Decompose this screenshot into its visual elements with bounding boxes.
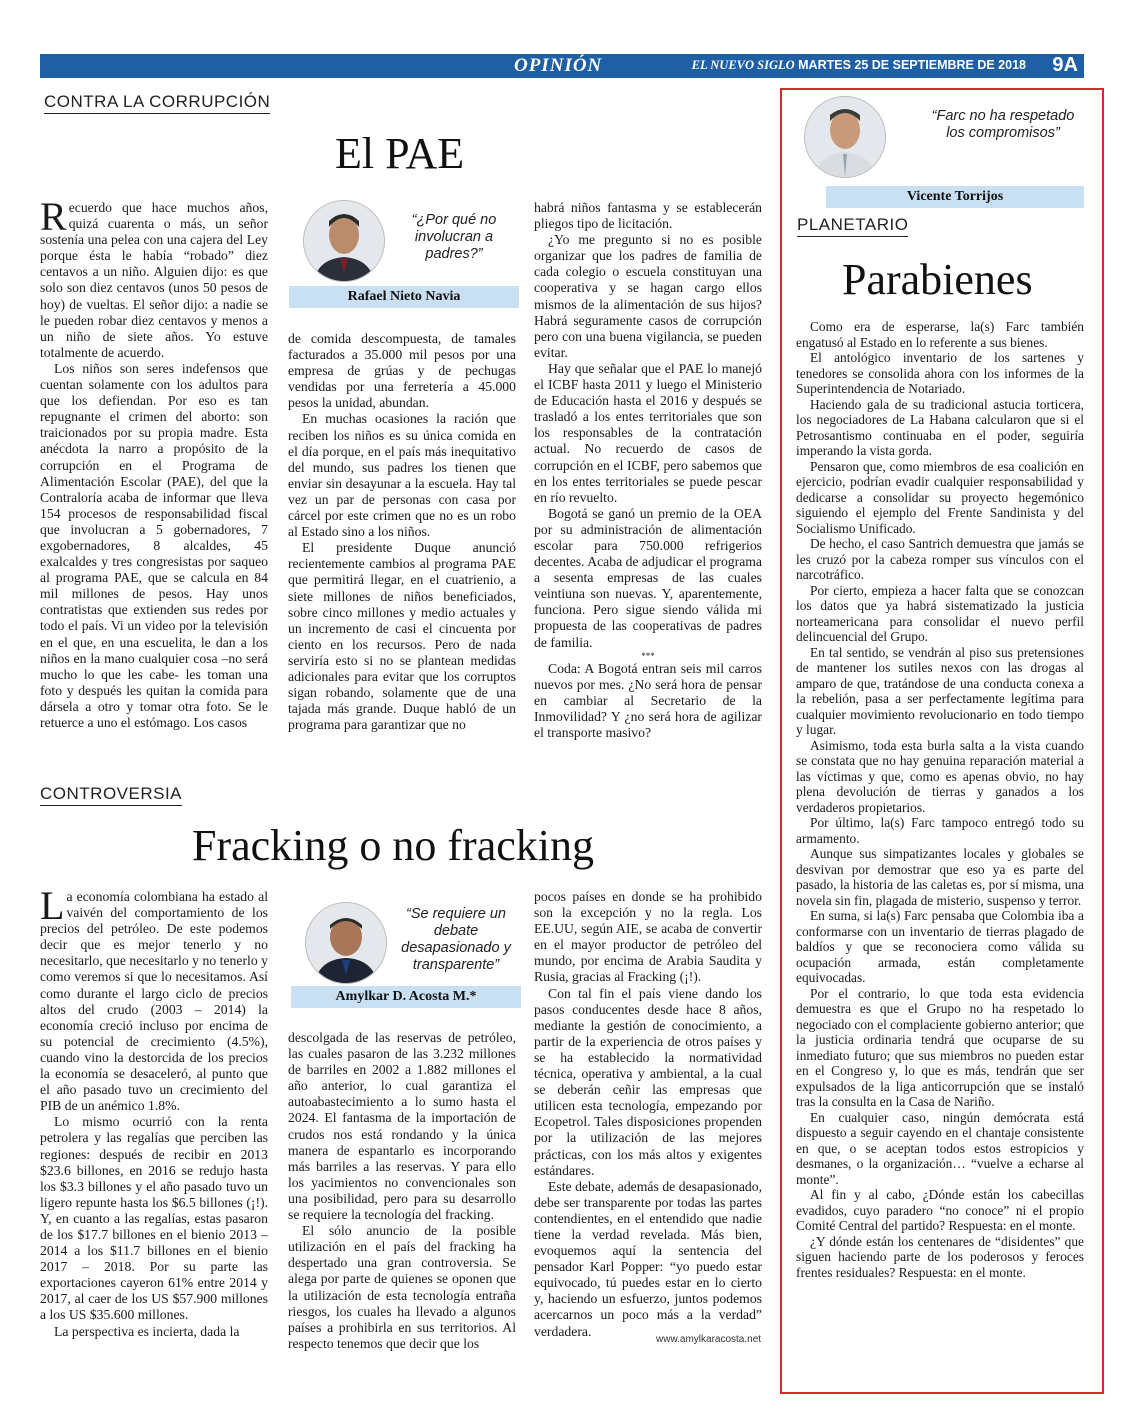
section-header-bar	[40, 54, 1084, 78]
article2-paragraph: pocos países en donde se ha prohibido son la excepción y no la regla. Los EE.UU, según AIE, se acaba de convertir en el mayor productor de petróleo del mundo, por encima de Arabia Saudita y Rusia, gracias al Fracking (¡!).	[534, 889, 762, 985]
article2-paragraph: Este debate, además de desapasionado, debe ser transparente por todas las partes contendientes, en el entendido que nadie tiene la verdad revelada. Más bien, evoquemos aquí la sentencia del pensador Karl Popper: “yo puedo estar equivocado, tú puedes estar en lo cierto y, haciendo un esfuerzo, juntos podemos acercarnos un poco más a la verdad” verdadera.	[534, 1178, 762, 1339]
article1-paragraph: Hay que señalar que el PAE lo manejó el ICBF hasta 2011 y luego el Ministerio de Educación hasta el 2016 y después se trasladó a los entes territoriales que son los responsables de la contratación actual. No recuerdo de casos de corrupción en el ICBF, pero sabemos que en los entes territoriales se puede pescar en río revuelto.	[534, 360, 762, 505]
author-portrait-icon	[306, 903, 386, 983]
article1-kicker: CONTRA LA CORRUPCIÓN	[44, 92, 270, 114]
article1-pull-quote: “¿Por qué no involucran a padres?”	[411, 212, 497, 262]
author-photo	[303, 200, 385, 282]
article3-paragraph: Pensaron que, como miembros de esa coalición en ejercicio, podrían evadir cualquier responsabilidad y dedicarse a consolidar su proyecto hegemónico siguiendo el ejemplo del Frente Sandinista y del Socialismo Unificado.	[796, 458, 1084, 536]
edition-date	[692, 58, 1026, 73]
article1-paragraph: Coda: A Bogotá entran seis mil carros nuevos por mes. ¿No será hora de pensar en cambiar al Secretario de la Inmovilidad? Y ¿no será hora de agilizar el transporte masivo?	[534, 660, 762, 740]
author-portrait-icon	[304, 201, 384, 281]
article3-paragraph: De hecho, el caso Santrich demuestra que jamás se les cruzó por la cabeza romper sus vínculos con el narcotráfico.	[796, 536, 1084, 582]
article3-author-name: Vicente Torrijos	[826, 186, 1084, 208]
article2-column-2	[288, 1030, 516, 1352]
article2-kicker: CONTROVERSIA	[40, 784, 182, 806]
article2-paragraph: El sólo anuncio de la posible utilización en el país del fracking ha despertado una gran controversia. Se alega por parte de quienes se oponen que la utilización de esta tecnología entraña riesgos, los cuales ha llevado a algunos países a prohibirla en sus territorios. Al respecto tenemos que decir que los	[288, 1223, 516, 1351]
article2-paragraph: Lo mismo ocurrió con la renta petrolera y las regalías que perciben las regiones: después de recibir en 2013 $23.6 billones, en 2016 se redujo hasta los $3.3 billones y el año pasado tuvo un ligero repunte hasta los $6.5 billones (¡!). Y, en cuanto a las regalías, estas pasaron de los $17.7 billones en el bienio 2013 – 2014 a los $11.7 billones en el bienio 2017 – 2018. Por su parte las exportaciones cayeron 61% entre 2014 y 2017, al caer de los US $57.900 millones a los US $35.600 millones.	[40, 1114, 268, 1323]
article1-paragraph: Bogotá se ganó un premio de la OEA por su administración de alimentación escolar para 750.000 refrigerios decentes. Acaba de adjudicar el programa a sesenta empresas de las cuales veintiuna son nuevas. Y, aparentemente, funciona. Pero sigue siendo válida mi propuesta de las cooperativas de padres de familia.	[534, 505, 763, 650]
article1-paragraph: ¿Yo me pregunto si no es posible organizar que los padres de familia de cada colegio o escuela constituyan una cooperativa y se hagan cargo ellos mismos de la alimentación de sus hijos? Habrá seguramente casos de corrupción pero con una buena vigilancia, se pueden evitar.	[534, 232, 762, 360]
article1-column-3	[534, 200, 762, 741]
article3-paragraph: Por cierto, empieza a hacer falta que se conozcan los datos que ya habrá sistematizado la justicia norteamericana para consolidar el nuevo perfil delincuencial del Grupo.	[796, 582, 1084, 644]
article2-paragraph: a economía colombiana ha estado al vaivén del comportamiento de los precios del petróleo. De este podemos decir que es mejor tenerlo y no necesitarlo, que necesitarlo y no tenerlo y como veremos si que lo necesitamos. Así como durante el largo ciclo de precios altos del crudo (2003 – 2014) la economía creció incluso por encima de su potencial de crecimiento (4.5%), cuando vino la destorcida de los precios la economía se desaceleró, al punto que el año pasado tuvo un crecimiento del PIB de un anémico 1.8%.	[40, 889, 268, 1114]
article3-paragraph: Como era de esperarse, la(s) Farc también engatusó al Estado en lo referente a sus bienes.	[796, 319, 1084, 350]
article3-paragraph: El antológico inventario de los sartenes y tenedores se consolida ahora con los informes de la Superintendencia de Notariado.	[796, 350, 1084, 396]
article3-author-box	[798, 94, 1084, 208]
article2-dropcap: L	[40, 883, 65, 928]
article3-paragraph: Por último, la(s) Farc tampoco entregó todo su armamento.	[796, 815, 1084, 846]
article1-paragraph: de comida descompuesta, de tamales facturados a 35.000 mil pesos por una empresa de grúas y de pechugas vendidas por una ferretería a 45.000 pesos la unidad, abundan.	[288, 331, 516, 411]
article1-paragraph: En muchas ocasiones la ración que reciben los niños es su única comida en el día porque, en el país más inequitativo del mundo, sus padres los tienen que enviar sin desayunar a la escuela. Hay tal vez un par de personas con casa por cárcel por este crimen que no es un robo al Estado sino a los niños.	[288, 411, 516, 540]
author-photo	[305, 902, 387, 984]
article2-author-box	[291, 898, 521, 1010]
article3-paragraph: En tal sentido, se vendrán al piso sus pretensiones de mantener los sutiles nexos con las drogas al amparo de que, tratándose de una conducta conexa a la rebelión, pasa a ser perfectamente legítima para cualquier movimiento revolucionario en todo tiempo y lugar.	[796, 644, 1084, 737]
article1-separator: ***	[641, 650, 655, 661]
article1-paragraph: ecuerdo que hace muchos años, quizá cuarenta o más, un señor sostenía una pelea con una cajera del Ley porque ésta le había “robado” diez centavos a un niño. Alguien dijo: es que solo son diez centavos (unos 50 pesos de hoy) de vueltas. El señor dijo: a nadie se le pueden robar diez centavos y menos a un niño de siete años. Yo estuve totalmente de acuerdo.	[40, 200, 268, 360]
author-website: www.amylkaracosta.net	[656, 1334, 762, 1345]
article2-paragraph: descolgada de las reservas de petróleo, las cuales pasaron de las 3.232 millones de barriles en 2002 a 1.882 millones el año anterior, lo cual garantiza el autoabastecimiento a lo sumo hasta el 2024. El fantasma de la importación de crudos nos está rondando y la única manera de espantarlo es incorporando más barriles a las reservas. Y para ello los yacimientos no convencionales son una posibilidad, pero para su desarrollo se requiere la tecnología del fracking.	[288, 1030, 516, 1223]
paper-name: EL NUEVO SIGLO	[691, 58, 795, 72]
article3-paragraph: Aunque sus simpatizantes locales y globales se desvivan por demostrar que eso ya es parte del pasado, la historia de las caletas es, por sí misma, una novela sin fin, plagada de misterio, suspenso y terror.	[796, 846, 1084, 908]
article1-author-box	[289, 194, 519, 310]
article3-paragraph: Asimismo, toda esta burla salta a la vista cuando se constata que no hay genuina reparación material a las víctimas y que, como es apenas obvio, no hay plena devolución de tierras y ganados a los verdaderos propietarios.	[796, 737, 1084, 815]
article3-pull-quote: “Farc no ha respetado los compromisos”	[931, 108, 1075, 141]
section-name: OPINIÓN	[514, 55, 603, 76]
article2-column-1	[40, 883, 268, 1340]
article2-column-3	[534, 889, 762, 1340]
article1-title: El PAE	[335, 129, 465, 178]
article1-paragraph: habrá niños fantasma y se establecerán pliegos tipo de licitación.	[534, 200, 762, 232]
article3-body	[796, 319, 1084, 1280]
article3-paragraph: En suma, si la(s) Farc pensaba que Colombia iba a conformarse con un inventario de tierras plagado de baldíos y que se reconociera como válida su ocupación armada, están completamente equivocadas.	[796, 908, 1084, 985]
article2-author-name: Amylkar D. Acosta M.*	[291, 986, 521, 1008]
article1-column-1	[40, 194, 268, 731]
author-photo	[804, 96, 886, 178]
article1-dropcap: R	[40, 194, 67, 239]
article3-paragraph: En cualquier caso, ningún demócrata está dispuesto a seguir cayendo en el chantaje consistente en que, o se aceptan todos estos estropicios y desmanes, o la organización… “vuelve a echarse al monte”.	[796, 1109, 1084, 1187]
article3-paragraph: Al fin y al cabo, ¿Dónde están los cabecillas evadidos, cuyo paradero “no conoce” ni el propio Comité Central del partido? Respuesta: en el monte.	[796, 1187, 1084, 1233]
article2-paragraph: Con tal fin el país viene dando los pasos conducentes desde hace 8 años, mediante la gestión de conocimiento, a partir de la experiencia de otros países y se ha establecido la normatividad técnica, operativa y ambiental, a la cual se deberán ceñir las empresas que utilicen esta tecnología, empezando por Ecopetrol. Tales disposiciones propenden por la utilización de las mejores prácticas, con los más altos y exigentes estándares.	[534, 985, 762, 1178]
article1-author-name: Rafael Nieto Navia	[289, 286, 519, 308]
article1-column-2	[288, 331, 516, 733]
author-portrait-icon	[805, 97, 885, 177]
article2-pull-quote: “Se requiere un debate desapasionado y transparente”	[401, 906, 511, 973]
page-number: 9A	[1052, 54, 1078, 76]
article3-paragraph: Por el contrario, lo que toda esta evidencia demuestra es que el Grupo no ha respetado lo negociado con el complaciente gobierno anterior; que la justicia ordinaria tendrá que ocuparse de su inmediato futuro; que sus miembros no pueden estar en el Congreso y, lo que es más, tendrán que ser expulsados de la liga anticorrupción que se instaló tras la consulta en la Casa de Nariño.	[796, 985, 1084, 1109]
article3-title: Parabienes	[842, 255, 1033, 304]
date-text: MARTES 25 DE SEPTIEMBRE DE 2018	[798, 58, 1026, 72]
article1-paragraph: El presidente Duque anunció recientemente cambios al programa PAE que permitirá llegar, en el cuatrienio, a siete millones de niños beneficiados, sobre cinco millones y medio actuales y un incremento de casi el cincuenta por ciento en los recursos. Pero de nada serviría esto si no se plantean medidas adicionales para evitar que los corruptos sigan robando, solamente que de una tajada más grande. Duque habló de un programa para garantizar que no	[288, 540, 516, 733]
article2-title: Fracking o no fracking	[192, 821, 594, 870]
article3-paragraph: Haciendo gala de su tradicional astucia torticera, los negociadores de La Habana calcularon que si el Petrosantismo continuaba en el poder, seguiría imperando la vista gorda.	[796, 396, 1084, 458]
article3-paragraph: ¿Y dónde están los centenares de “disidentes” que siguen haciendo parte de los poderosos y feroces frentes residuales? Respuesta: en el monte.	[796, 1233, 1084, 1280]
article1-paragraph: Los niños son seres indefensos que cuentan solamente con los adultos para que los defiendan. Por eso es tan repugnante el crimen del aborto: son traicionados por su propia madre. Esta anécdota la narro a propósito de la corrupción en el Programa de Alimentación Escolar (PAE), del que la Contraloría acaba de informar que lleva 154 procesos de responsabilidad fiscal que involucran a 5 gobernadores, 7 exgobernadores, 8 alcaldes, 45 exalcaldes y tres congresistas por saqueo al programa PAE, que se calcula en 84 mil millones de pesos. Hay unos contratistas que extienden sus redes por todo el país. Vi un video por la televisión en el que, en una escuelita, le dan a los niños en la mano cualquier cosa –no será mucho lo que les cabe- les toman una foto y después les quitan la comida para dársela a otro y tomar otra foto. Se le retuerce a uno el estómago. Los casos	[40, 360, 268, 730]
article2-paragraph: La perspectiva es incierta, dada la	[54, 1323, 240, 1339]
article3-kicker: PLANETARIO	[797, 215, 908, 237]
